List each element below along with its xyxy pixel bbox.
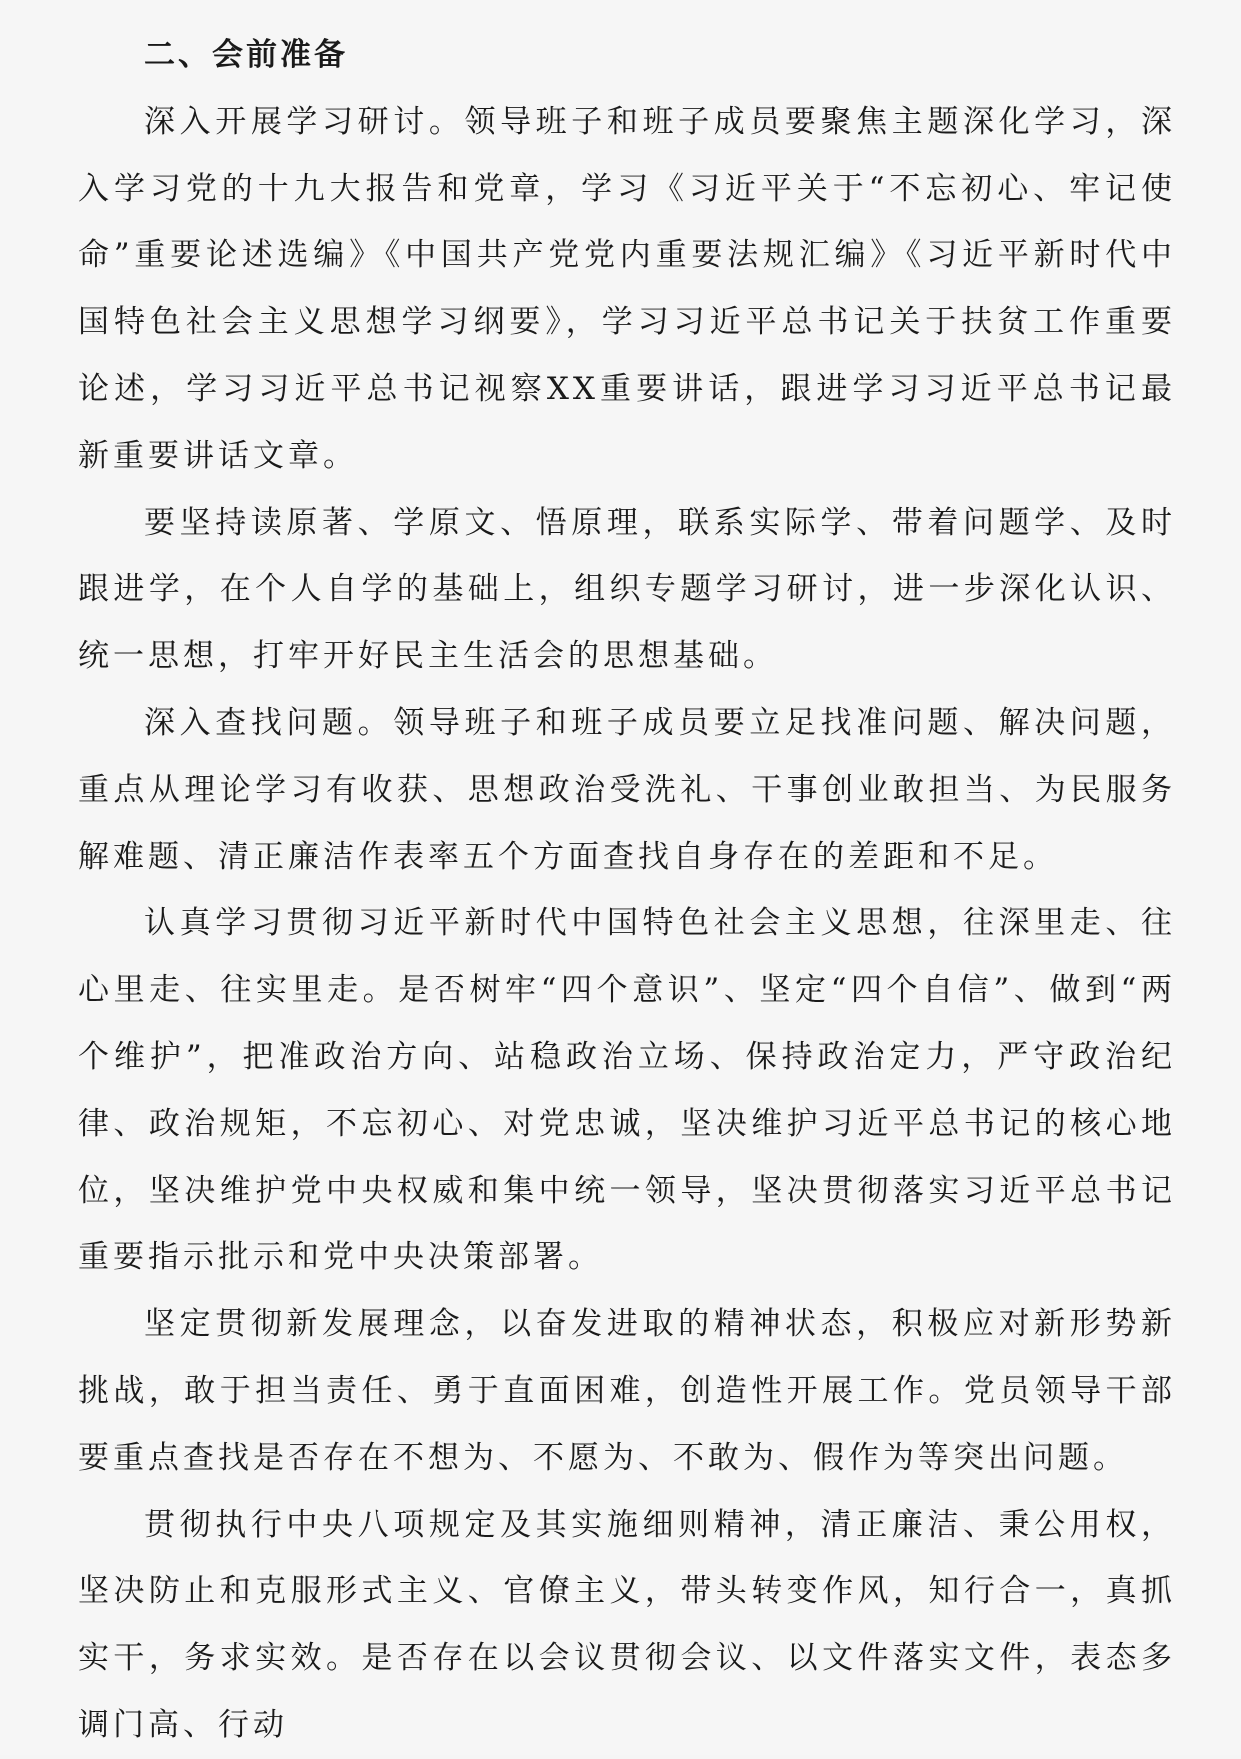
paragraph-regulations: 贯彻执行中央八项规定及其实施细则精神，清正廉洁、秉公用权，坚决防止和克服形式主义、官僚主义，带头转变作风，知行合一，真抓实干，务求实效。是否存在以会议贯彻会议、以文件落实文件，表态多调门高、行动 (78, 1506, 1176, 1743)
document-body (78, 22, 1176, 1759)
paragraph-thought: 认真学习贯彻习近平新时代中国特色社会主义思想，往深里走、往心里走、往实里走。是否树牢“四个意识”、坚定“四个自信”、做到“两个维护”，把准政治方向、站稳政治立场、保持政治定力，严守政治纪律、政治规矩，不忘初心、对党忠诚，坚决维护习近平总书记的核心地位，坚决维护党中央权威和集中统一领导，坚决贯彻落实习近平总书记重要指示批示和党中央决策部署。 (78, 905, 1176, 1276)
paragraph-reading: 要坚持读原著、学原文、悟原理，联系实际学、带着问题学、及时跟进学，在个人自学的基础上，组织专题学习研讨，进一步深化认识、统一思想，打牢开好民主生活会的思想基础。 (78, 504, 1176, 675)
section-heading: 二、会前准备 (144, 37, 348, 73)
paragraph-development: 坚定贯彻新发展理念，以奋发进取的精神状态，积极应对新形势新挑战，敢于担当责任、勇于直面困难，创造性开展工作。党员领导干部要重点查找是否存在不想为、不愿为、不敢为、假作为等突出问题。 (78, 1306, 1176, 1476)
paragraph-find-problems: 深入查找问题。领导班子和班子成员要立足找准问题、解决问题，重点从理论学习有收获、思想政治受洗礼、干事创业敢担当、为民服务解难题、清正廉洁作表率五个方面查找自身存在的差距和不足。 (78, 704, 1176, 875)
paragraph-study: 深入开展学习研讨。领导班子和班子成员要聚焦主题深化学习，深入学习党的十九大报告和党章，学习《习近平关于“不忘初心、牢记使命”重要论述选编》《中国共产党党内重要法规汇编》《习近平新时代中国特色社会主义思想学习纲要》，学习习近平总书记关于扶贫工作重要论述，学习习近平总书记视察XX重要讲话，跟进学习习近平总书记最新重要讲话文章。 (78, 103, 1176, 474)
